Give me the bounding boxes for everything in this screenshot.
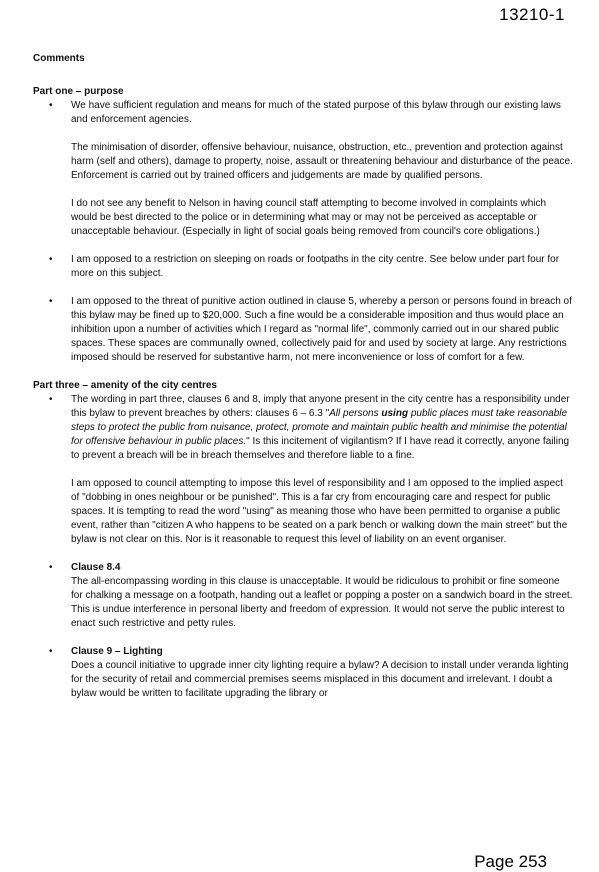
part-one-list bbox=[33, 99, 573, 365]
spacer bbox=[33, 281, 573, 295]
bullet-icon: • bbox=[49, 100, 53, 111]
list-item bbox=[33, 253, 573, 281]
bullet-icon: • bbox=[49, 254, 53, 265]
paragraph: I do not see any benefit to Nelson in having council staff attempting to become involved in complaints which would be best directed to the police or in determining what may or may not be perceived as acceptable or unacceptable behaviour. (Especially in light of social goals being removed from council's core obligations.) bbox=[71, 198, 547, 237]
spacer bbox=[33, 239, 573, 253]
list-item bbox=[33, 295, 573, 365]
document-id: 13210-1 bbox=[499, 5, 565, 24]
bullet-icon: • bbox=[49, 646, 53, 657]
bullet-icon: • bbox=[49, 394, 53, 405]
document-body bbox=[33, 52, 573, 701]
emphasis: using bbox=[381, 408, 409, 419]
clause-9-title: Clause 9 – Lighting bbox=[71, 646, 163, 657]
text-run: The wording in part three, clauses 6 and 8, imply that anyone present in the city centre has a responsibility under this bylaw to prevent breaches by others: clauses 6 – 6.3 " bbox=[71, 394, 570, 419]
spacer bbox=[33, 365, 573, 379]
paragraph: Does a council initiative to upgrade inner city lighting require a bylaw? A decision to install under veranda lighting for the security of retail and commercial premises seems misplaced in this document and irrelevant. I doubt a bylaw would be written to facilitate upgrading the library or bbox=[71, 660, 569, 699]
paragraph: I am opposed to the threat of punitive action outlined in clause 5, whereby a person or persons found in breach of this bylaw may be fined up to $20,000. Such a fine would be a considerable imposition and thus would place an inhibition upon a number of activities which I regard as "normal life", commonly carried out in our shared public spaces. These spaces are communally owned, collectively paid for and used by society at large. Any restrictions imposed should be reserved for substantive harm, not mere inconvenience or loss of comfort for a few. bbox=[71, 296, 572, 363]
text-run: " Is this incitement of vigilantism? If I have read it correctly, anyone failing to prevent a breach will be in breach themselves and therefore liable to a fine. bbox=[71, 436, 570, 461]
list-item bbox=[33, 561, 573, 631]
text-run: All persons bbox=[329, 408, 382, 419]
list-item bbox=[33, 99, 573, 239]
list-item bbox=[33, 645, 573, 701]
clause-8-4-title: Clause 8.4 bbox=[71, 562, 121, 573]
paragraph: We have sufficient regulation and means for much of the stated purpose of this bylaw through our existing laws and enforcement agencies. bbox=[71, 100, 561, 125]
bullet-icon: • bbox=[49, 296, 53, 307]
paragraph: The minimisation of disorder, offensive behaviour, nuisance, obstruction, etc., prevention and protection against harm (self and others), damage to property, noise, assault or threatening behaviour and disturbance of the peace. Enforcement is carried out by trained officers and judgements are made by qualified persons. bbox=[71, 142, 573, 181]
paragraph bbox=[71, 393, 573, 463]
comments-heading: Comments bbox=[33, 53, 85, 64]
spacer bbox=[33, 547, 573, 561]
paragraph: The all-encompassing wording in this clause is unacceptable. It would be ridiculous to prohibit or fine someone for chalking a message on a footpath, handing out a leaflet or popping a poster on a sandwich board in the street. This is undue interference in personal liberty and freedom of expression. It would not serve the public interest to enact such restrictive and petty rules. bbox=[71, 576, 573, 629]
paragraph: I am opposed to a restriction on sleeping on roads or footpaths in the city centre. See below under part four for more on this subject. bbox=[71, 254, 560, 279]
part-three-heading: Part three – amenity of the city centres bbox=[33, 380, 217, 391]
page-number: Page 253 bbox=[474, 852, 547, 871]
spacer bbox=[33, 631, 573, 645]
text-run: public places must take reasonable steps to protect the public from nuisance, protect, promote and maintain public health and minimise the potential for offensive behaviour in public places. bbox=[71, 408, 568, 447]
part-three-list bbox=[33, 393, 573, 701]
part-one-heading: Part one – purpose bbox=[33, 86, 124, 97]
bullet-icon: • bbox=[49, 562, 53, 573]
list-item bbox=[33, 393, 573, 547]
paragraph: I am opposed to council attempting to impose this level of responsibility and I am opposed to the implied aspect of "dobbing in ones neighbour or be punished". This is a far cry from encouraging care and respect for public spaces. It is tempting to read the word "using" as meaning those who have been permitted to organise a public event, rather than "citizen A who happens to be seated on a park bench or walking down the main street" but the bylaw is not clear on this. Nor is it reasonable to request this level of liability on an event organiser. bbox=[71, 478, 568, 545]
